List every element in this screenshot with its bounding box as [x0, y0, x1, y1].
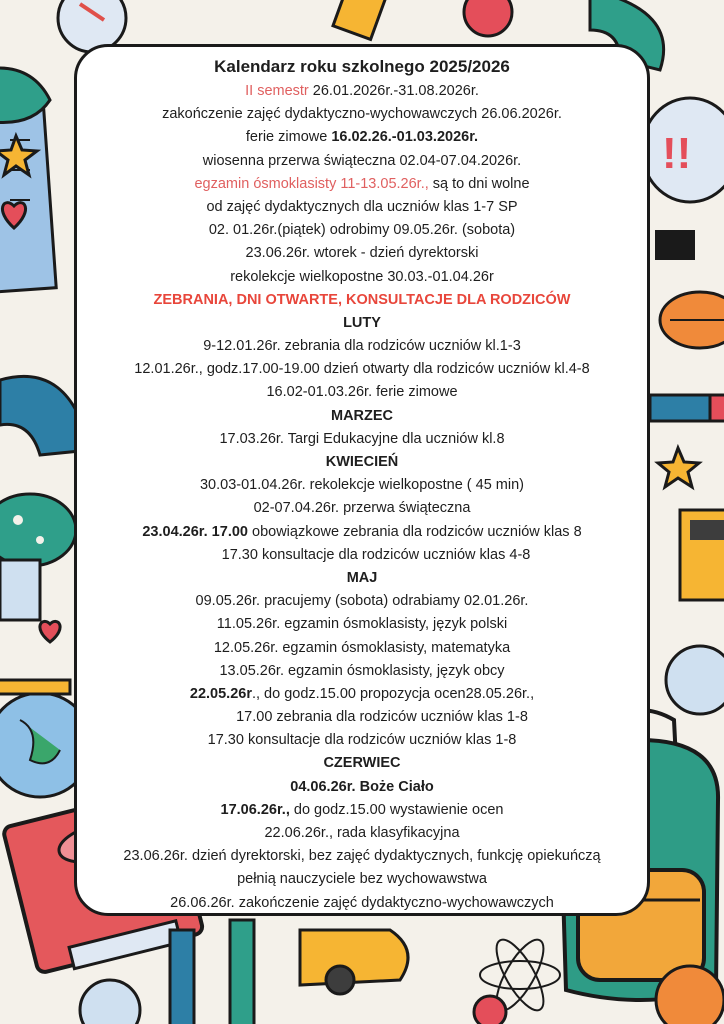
list-item: 17.30 konsultacje dla rodziców uczniów klas 4-8	[221, 546, 531, 563]
bold-date: 23.04.26r. 17.00	[142, 523, 248, 540]
list-item: 09.05.26r. pracujemy (sobota) odrabiamy 02.01.26r.	[195, 593, 529, 610]
list-item: 26.06.26r. zakończenie zajęć dydaktyczno-wychowawczych	[170, 894, 554, 911]
month-heading-luty: LUTY	[343, 314, 381, 331]
list-item	[96, 683, 628, 706]
list-item: 22.06.26r., rada klasyfikacyjna	[264, 825, 460, 841]
list-item: 30.03-01.04.26r. rekolekcje wielkopostne ( 45 min)	[199, 477, 524, 494]
list-item: 17.00 zebrania dla rodziców uczniów klas 1-8	[236, 709, 528, 726]
exam-suffix: są to dni wolne	[428, 175, 530, 192]
meetings-header: ZEBRANIA, DNI OTWARTE, KONSULTACJE DLA RODZICÓW	[153, 291, 571, 308]
winter-break-label: ferie zimowe	[245, 129, 332, 146]
makeup-day-line: 02. 01.26r.(piątek) odrobimy 09.05.26r. (sobota)	[208, 222, 516, 239]
list-item: 9-12.01.26r. zebrania dla rodziców uczniów kl.1-3	[203, 338, 521, 355]
semester-dates: 26.01.2026r.-31.08.2026r.	[308, 83, 479, 99]
list-item: 12.05.26r. egzamin ósmoklasisty, matematyka	[213, 639, 511, 656]
ball-icon	[660, 292, 724, 348]
month-heading-marzec: MARZEC	[330, 407, 394, 424]
apple-icon	[464, 0, 512, 36]
winter-break-line	[96, 126, 628, 149]
month-heading-czerwiec: CZERWIEC	[323, 755, 401, 772]
month-heading-maj: MAJ	[346, 569, 378, 586]
list-item	[96, 521, 628, 544]
calendar-content	[96, 54, 628, 915]
clip-icon	[655, 230, 695, 260]
speech-bubble-icon	[642, 98, 724, 202]
end-classes-line: zakończenie zajęć dydaktyczno-wychowawczych 26.06.2026r.	[162, 106, 562, 123]
calculator-icon	[680, 510, 724, 600]
director-day-line: 23.06.26r. wtorek - dzień dyrektorski	[245, 245, 479, 262]
list-item: 23.06.26r. dzień dyrektorski, bez zajęć dydaktycznych, funkcję opiekuńczą	[123, 848, 601, 865]
clock-icon	[80, 980, 140, 1024]
exam-line	[96, 173, 628, 196]
list-item: 11.05.26r. egzamin ósmoklasisty, język polski	[216, 616, 508, 633]
list-item	[96, 799, 628, 822]
winter-break-dates: 16.02.26.-01.03.2026r.	[331, 129, 479, 146]
bold-date: 17.06.26r.,	[220, 801, 290, 818]
list-item: 17.30 konsultacje dla rodziców uczniów klas 1-8	[207, 732, 517, 749]
svg-text:!!: !!	[662, 129, 692, 178]
exam-line-2: od zajęć dydaktycznych dla uczniów klas 1-7 SP	[206, 198, 518, 215]
marker-icon	[650, 395, 724, 421]
spring-break-line: wiosenna przerwa świąteczna 02.04-07.04.2026r.	[202, 152, 522, 169]
exam-label: egzamin ósmoklasisty 11-13.05.26r.,	[194, 175, 429, 192]
semester-label: II semestr	[245, 83, 309, 99]
alarm-clock-icon	[666, 646, 724, 714]
list-item: 16.02-01.03.26r. ferie zimowe	[266, 384, 458, 401]
retreat-line: rekolekcje wielkopostne 30.03.-01.04.26r	[230, 268, 494, 285]
list-item: 04.06.26r. Boże Ciało	[290, 778, 434, 795]
item-text: obowiązkowe zebrania dla rodziców uczniów klas 8	[247, 523, 582, 540]
page-title: Kalendarz roku szkolnego 2025/2026	[214, 57, 510, 76]
item-text: do godz.15.00 wystawienie ocen	[289, 801, 504, 818]
list-item: 02-07.04.26r. przerwa świąteczna	[253, 500, 471, 517]
list-item: 17.03.26r. Targi Edukacyjne dla uczniów kl.8	[219, 430, 505, 447]
bold-date: 22.05.26r	[189, 685, 252, 702]
apple-icon	[474, 996, 506, 1024]
list-item: 13.05.26r. egzamin ósmoklasisty, język obcy	[219, 662, 505, 679]
item-text: ., do godz.15.00 propozycja ocen28.05.26r.,	[251, 685, 535, 702]
semester-line	[96, 80, 628, 103]
list-item: pełnią nauczyciele bez wychowawstwa	[237, 871, 487, 888]
list-item: 12.01.26r., godz.17.00-19.00 dzień otwarty dla rodziców uczniów kl.4-8	[134, 361, 590, 378]
ball-icon	[656, 966, 724, 1024]
month-heading-kwiecien: KWIECIEŃ	[325, 454, 399, 470]
